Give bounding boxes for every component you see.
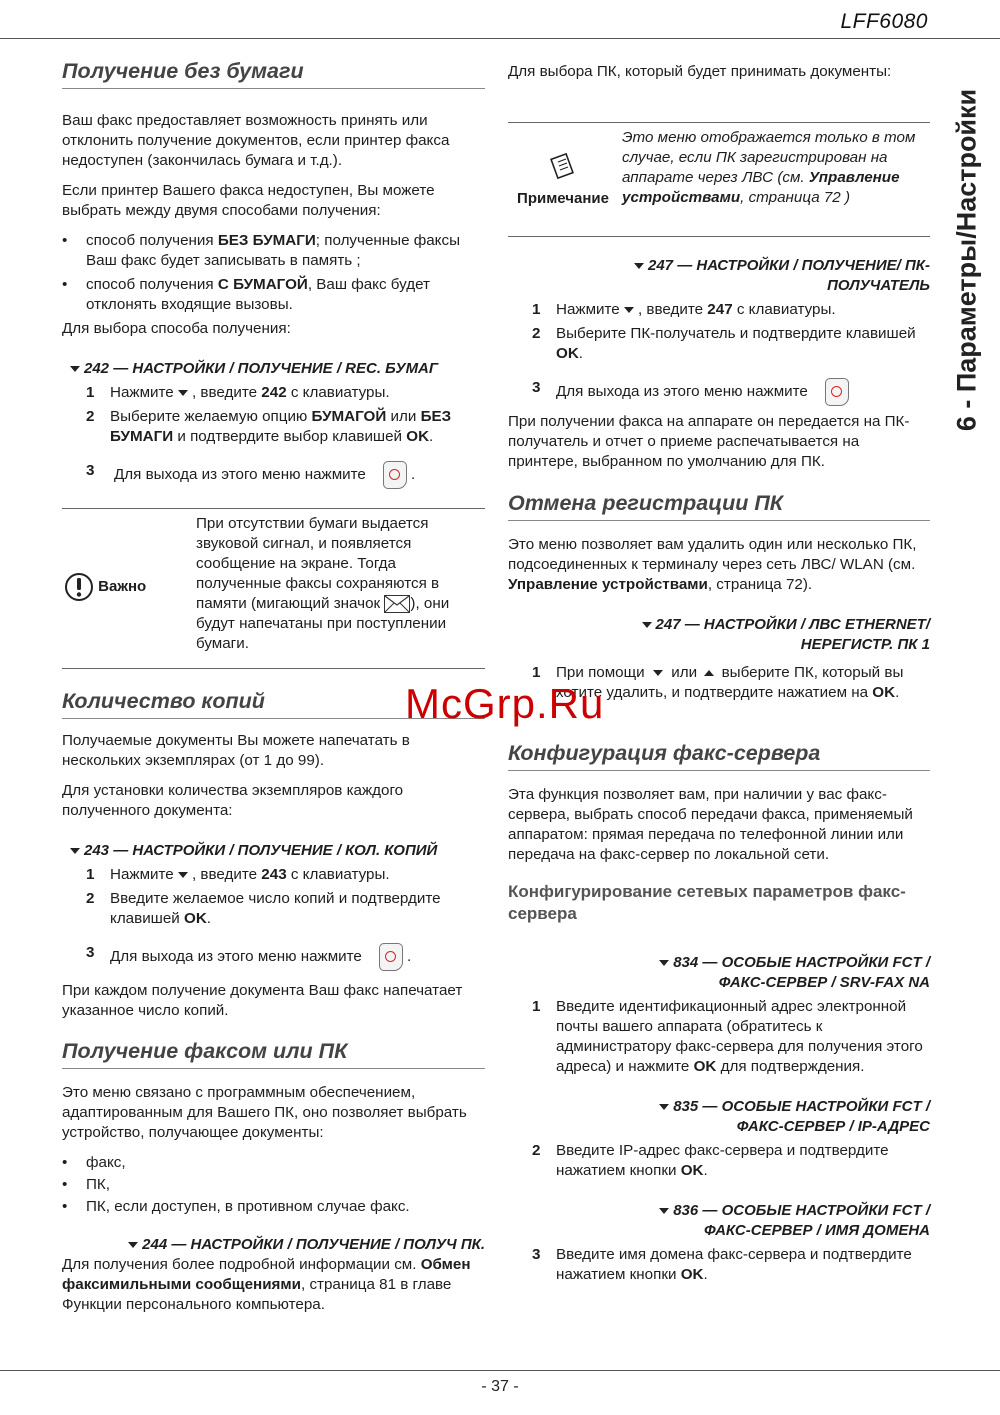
stop-button-icon <box>825 378 849 406</box>
model-name: LFF6080 <box>840 10 928 33</box>
down-arrow-icon <box>624 307 634 313</box>
list-item: • ПК, если доступен, в противном случае факс. <box>62 1197 485 1217</box>
note-label: Примечание <box>517 190 609 207</box>
menu-path: 242 — НАСТРОЙКИ / ПОЛУЧЕНИЕ / REC. БУМАГ <box>62 359 485 379</box>
header-rule <box>0 38 1000 39</box>
down-arrow-icon <box>642 622 652 628</box>
paragraph: При получении факса на аппарате он передается на ПК-получатель и отчет о приеме распечатывается на принтере, выбранном по умолчанию для ПК. <box>508 413 910 470</box>
down-arrow-icon <box>659 1208 669 1214</box>
chapter-title: 6 - Параметры/Настройки <box>951 88 982 432</box>
note-label-block <box>508 152 618 207</box>
warning-icon <box>64 572 94 602</box>
paragraph: Ваш факс предоставляет возможность принять или отклонить получение документов, если принтер факса недоступен (закончилась бумага и т.д.). <box>62 112 450 169</box>
menu-path: 244 — НАСТРОЙКИ / ПОЛУЧЕНИЕ / ПОЛУЧ ПК. <box>62 1235 485 1255</box>
right-column-2 <box>508 256 930 472</box>
notepad-icon <box>548 152 578 180</box>
menu-path: 836 — ОСОБЫЕ НАСТРОЙКИ FCT / ФАКС-СЕРВЕР / ИМЯ ДОМЕНА <box>508 1201 930 1241</box>
step: 3 Для выхода из этого меню нажмите . <box>62 461 485 489</box>
step: 1 Нажмите , введите 247 с клавиатуры. <box>532 301 836 318</box>
note-text: Это меню отображается только в том случае, если ПК зарегистрирован на аппарате через ЛВС (см. Управление устройствами, страница 72 ) <box>622 129 916 206</box>
step: 1 Нажмите , введите 242 с клавиатуры. <box>86 384 390 401</box>
paragraph: Для установки количества экземпляров каждого полученного документа: <box>62 782 404 819</box>
menu-path: 243 — НАСТРОЙКИ / ПОЛУЧЕНИЕ / КОЛ. КОПИЙ <box>62 841 485 861</box>
step: 3 Введите имя домена факс-сервера и подтвердите нажатием кнопки OK. <box>532 1246 912 1283</box>
paragraph: Это меню связано с программным обеспечением, адаптированным для Вашего ПК, оно позволяет выбрать устройство, получающее документы: <box>62 1084 467 1141</box>
down-arrow-icon <box>634 263 644 269</box>
page-number: - 37 - <box>481 1378 519 1395</box>
step: 3 Для выхода из этого меню нажмите . <box>62 943 485 971</box>
step: 1 Введите идентификационный адрес электронной почты вашего аппарата (обратитесь к администратору факс-сервера для получения этого адреса) и нажмите OK для подтверждения. <box>532 998 923 1075</box>
left-column-2 <box>62 688 485 1021</box>
step: 2 Выберите желаемую опцию БУМАГОЙ или БЕЗ БУМАГИ и подтвердите выбор клавишей OK. <box>86 408 452 445</box>
important-text: При отсутствии бумаги выдается звуковой сигнал, и появляется сообщение на экране. Тогда полученные факсы сохраняются в памяти (мигающий значок ), они будут напечатаны при поступлении бумаги. <box>196 515 450 652</box>
envelope-icon <box>384 595 410 613</box>
paragraph: Эта функция позволяет вам, при наличии у вас факс-сервера, выбрать способ передачи факса, применяемый аппаратом: прямая передача по телефонной линии или передача на факс-сервер по локальной сети. <box>508 786 913 863</box>
up-arrow-icon <box>704 670 714 676</box>
down-arrow-icon <box>659 1104 669 1110</box>
stop-button-icon <box>383 461 407 489</box>
section-title: Получение факсом или ПК <box>62 1038 485 1069</box>
right-column-3 <box>508 490 930 703</box>
divider <box>62 668 485 669</box>
paragraph: Для выбора ПК, который будет принимать документы: <box>508 63 892 80</box>
step: 2 Введите IP-адрес факс-сервера и подтвердите нажатием кнопки OK. <box>532 1142 889 1179</box>
down-arrow-icon <box>178 390 188 396</box>
section-title: Конфигурация факс-сервера <box>508 740 930 771</box>
down-arrow-icon <box>70 366 80 372</box>
left-column <box>62 58 485 489</box>
step: 2 Введите желаемое число копий и подтвердите клавишей OK. <box>86 890 441 927</box>
divider <box>508 236 930 237</box>
step: 3 Для выхода из этого меню нажмите <box>508 378 930 406</box>
paragraph: Получаемые документы Вы можете напечатать в нескольких экземплярах (от 1 до 99). <box>62 732 410 769</box>
right-column <box>508 62 930 82</box>
divider <box>508 122 930 123</box>
section-title: Получение без бумаги <box>62 58 485 89</box>
stop-button-icon <box>379 943 403 971</box>
step: 1 При помощи или выберите ПК, который вы хотите удалить, и подтвердите нажатием на OK. <box>532 664 904 701</box>
down-arrow-icon <box>659 960 669 966</box>
down-arrow-icon <box>653 670 663 676</box>
down-arrow-icon <box>178 872 188 878</box>
paragraph: Для выбора способа получения: <box>62 320 291 337</box>
list-item: • способ получения БЕЗ БУМАГИ; полученные факсы Ваш факс будет записывать в память ; <box>62 231 485 271</box>
paragraph: Это меню позволяет вам удалить один или несколько ПК, подсоединенных к терминалу через сеть ЛВС/ WLAN (см. Управление устройствами, страница 72). <box>508 536 917 593</box>
menu-path: 834 — ОСОБЫЕ НАСТРОЙКИ FCT / ФАКС-СЕРВЕР / SRV-FAX NA <box>508 953 930 993</box>
step: 2 Выберите ПК-получатель и подтвердите клавишей OK. <box>532 325 916 362</box>
list-item: • способ получения С БУМАГОЙ, Ваш факс будет отклонять входящие вызовы. <box>62 275 485 315</box>
section-title: Количество копий <box>62 688 485 719</box>
menu-path: 247 — НАСТРОЙКИ / ПОЛУЧЕНИЕ/ ПК- ПОЛУЧАТЕЛЬ <box>508 256 930 296</box>
important-label: Важно <box>98 577 147 595</box>
watermark: McGrp.Ru <box>405 680 605 727</box>
paragraph: Если принтер Вашего факса недоступен, Вы можете выбрать между двумя способами получения: <box>62 182 435 219</box>
menu-path: 247 — НАСТРОЙКИ / ЛВС ETHERNET/ НЕРЕГИСТР. ПК 1 <box>508 615 930 655</box>
paragraph: Для получения более подробной информации см. Обмен факсимильными сообщениями, страница 81 в главе Функции персонального компьютера. <box>62 1256 471 1313</box>
divider <box>62 508 485 509</box>
list-item: • факс, <box>62 1153 485 1173</box>
step: 1 Нажмите , введите 243 с клавиатуры. <box>86 866 390 883</box>
right-column-4 <box>508 740 930 1285</box>
subsection-title: Конфигурирование сетевых параметров факс-сервера <box>508 882 906 923</box>
important-label-block <box>64 572 194 602</box>
section-title: Отмена регистрации ПК <box>508 490 930 521</box>
menu-path: 835 — ОСОБЫЕ НАСТРОЙКИ FCT / ФАКС-СЕРВЕР / IP-АДРЕС <box>508 1097 930 1137</box>
list-item: • ПК, <box>62 1175 485 1195</box>
down-arrow-icon <box>70 848 80 854</box>
chapter-side-tab <box>945 60 989 460</box>
footer-rule <box>0 1370 1000 1371</box>
left-column-3 <box>62 1038 485 1315</box>
down-arrow-icon <box>128 1242 138 1248</box>
paragraph: При каждом получение документа Ваш факс напечатает указанное число копий. <box>62 982 463 1019</box>
